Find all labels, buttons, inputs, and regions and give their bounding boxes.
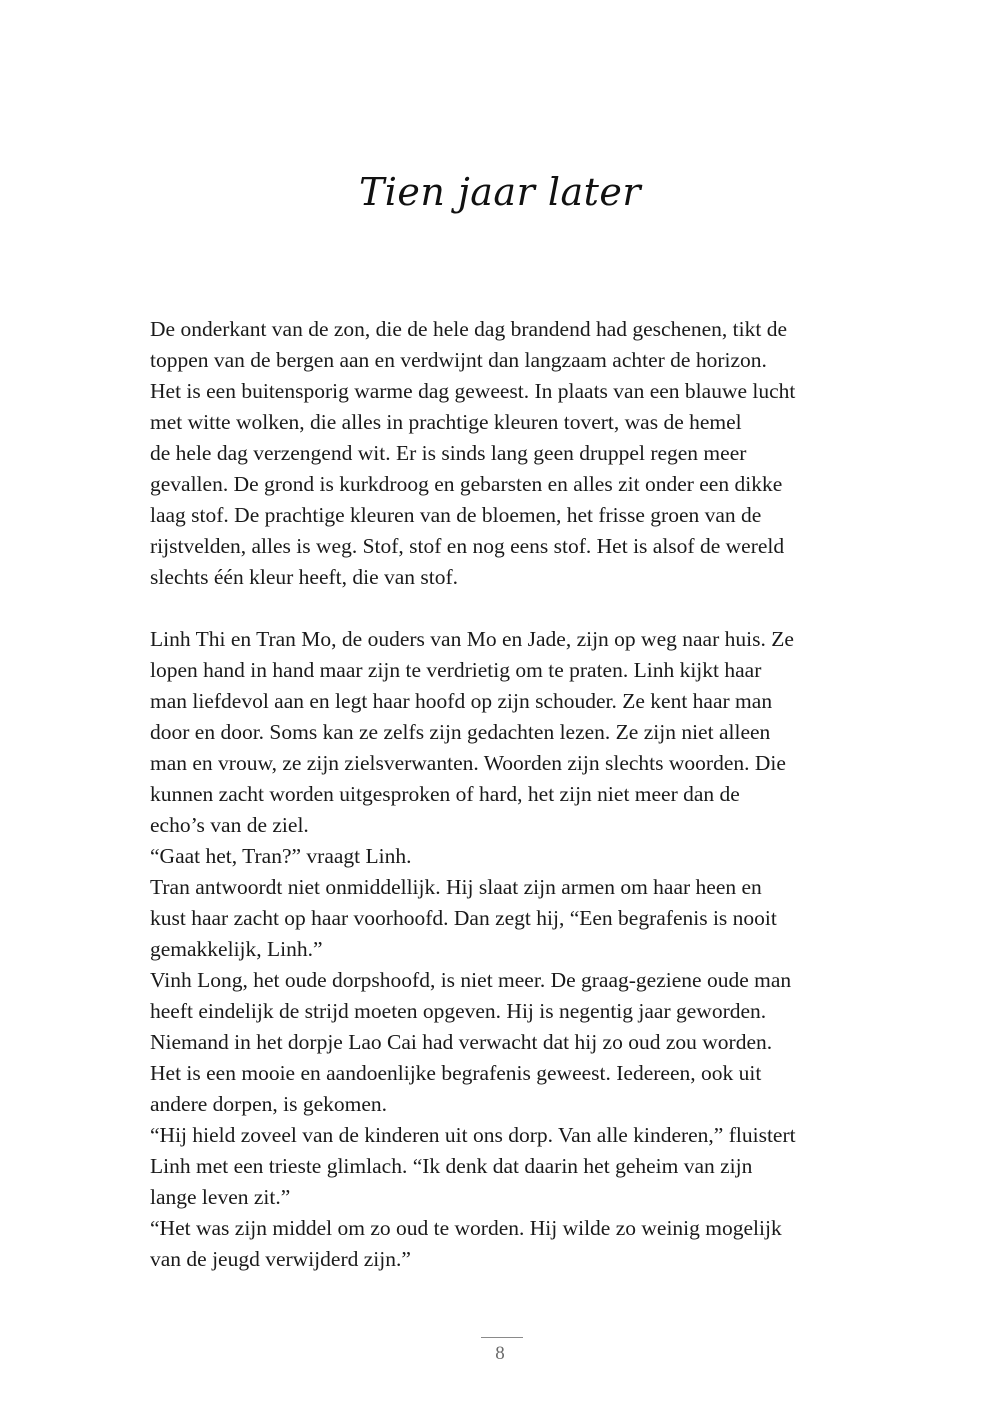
text-line: met witte wolken, die alles in prachtige kleuren tovert, was de hemel xyxy=(150,410,742,434)
text-line: Vinh Long, het oude dorpshoofd, is niet meer. De graag-geziene oude man xyxy=(150,968,792,992)
text-line: Het is een mooie en aandoenlijke begrafenis geweest. Iedereen, ook uit xyxy=(150,1061,762,1085)
text-line: de hele dag verzengend wit. Er is sinds lang geen druppel regen meer xyxy=(150,441,747,465)
text-line: Tran antwoordt niet onmiddellijk. Hij slaat zijn armen om haar heen en xyxy=(150,875,762,899)
text-line: laag stof. De prachtige kleuren van de bloemen, het frisse groen van de xyxy=(150,503,762,527)
text-line: rijstvelden, alles is weg. Stof, stof en nog eens stof. Het is alsof de wereld xyxy=(150,534,785,558)
paragraph xyxy=(150,314,870,593)
text-line: De onderkant van de zon, die de hele dag brandend had geschenen, tikt de xyxy=(150,317,787,341)
paragraph-break xyxy=(150,593,870,624)
text-line: lange leven zit.” xyxy=(150,1185,291,1209)
text-line: “Hij hield zoveel van de kinderen uit ons dorp. Van alle kinderen,” fluistert xyxy=(150,1123,796,1147)
text-line: heeft eindelijk de strijd moeten opgeven. Hij is negentig jaar geworden. xyxy=(150,999,767,1023)
text-line: “Het was zijn middel om zo oud te worden. Hij wilde zo weinig mogelijk xyxy=(150,1216,782,1240)
text-line: van de jeugd verwijderd zijn.” xyxy=(150,1247,411,1271)
text-line: gemakkelijk, Linh.” xyxy=(150,937,323,961)
paragraph xyxy=(150,624,870,1275)
text-line: echo’s van de ziel. xyxy=(150,813,309,837)
body-text xyxy=(150,314,870,1275)
text-line: gevallen. De grond is kurkdroog en gebarsten en alles zit onder een dikke xyxy=(150,472,783,496)
text-line: slechts één kleur heeft, die van stof. xyxy=(150,565,459,589)
text-line: man en vrouw, ze zijn zielsverwanten. Woorden zijn slechts woorden. Die xyxy=(150,751,786,775)
text-line: door en door. Soms kan ze zelfs zijn gedachten lezen. Ze zijn niet alleen xyxy=(150,720,771,744)
text-line: Niemand in het dorpje Lao Cai had verwacht dat hij zo oud zou worden. xyxy=(150,1030,773,1054)
text-line: kunnen zacht worden uitgesproken of hard, het zijn niet meer dan de xyxy=(150,782,740,806)
text-line: toppen van de bergen aan en verdwijnt dan langzaam achter de horizon. xyxy=(150,348,767,372)
text-line: lopen hand in hand maar zijn te verdrietig om te praten. Linh kijkt haar xyxy=(150,658,762,682)
text-line: Linh Thi en Tran Mo, de ouders van Mo en Jade, zijn op weg naar huis. Ze xyxy=(150,627,794,651)
footer-divider xyxy=(481,1337,523,1338)
page-number: 8 xyxy=(495,1343,505,1364)
text-line: man liefdevol aan en legt haar hoofd op zijn schouder. Ze kent haar man xyxy=(150,689,773,713)
text-line: Het is een buitensporig warme dag geweest. In plaats van een blauwe lucht xyxy=(150,379,796,403)
text-line: “Gaat het, Tran?” vraagt Linh. xyxy=(150,844,412,868)
text-line: andere dorpen, is gekomen. xyxy=(150,1092,388,1116)
chapter-title: Tien jaar later xyxy=(358,170,642,214)
text-line: Linh met een trieste glimlach. “Ik denk dat daarin het geheim van zijn xyxy=(150,1154,753,1178)
text-line: kust haar zacht op haar voorhoofd. Dan zegt hij, “Een begrafenis is nooit xyxy=(150,906,777,930)
